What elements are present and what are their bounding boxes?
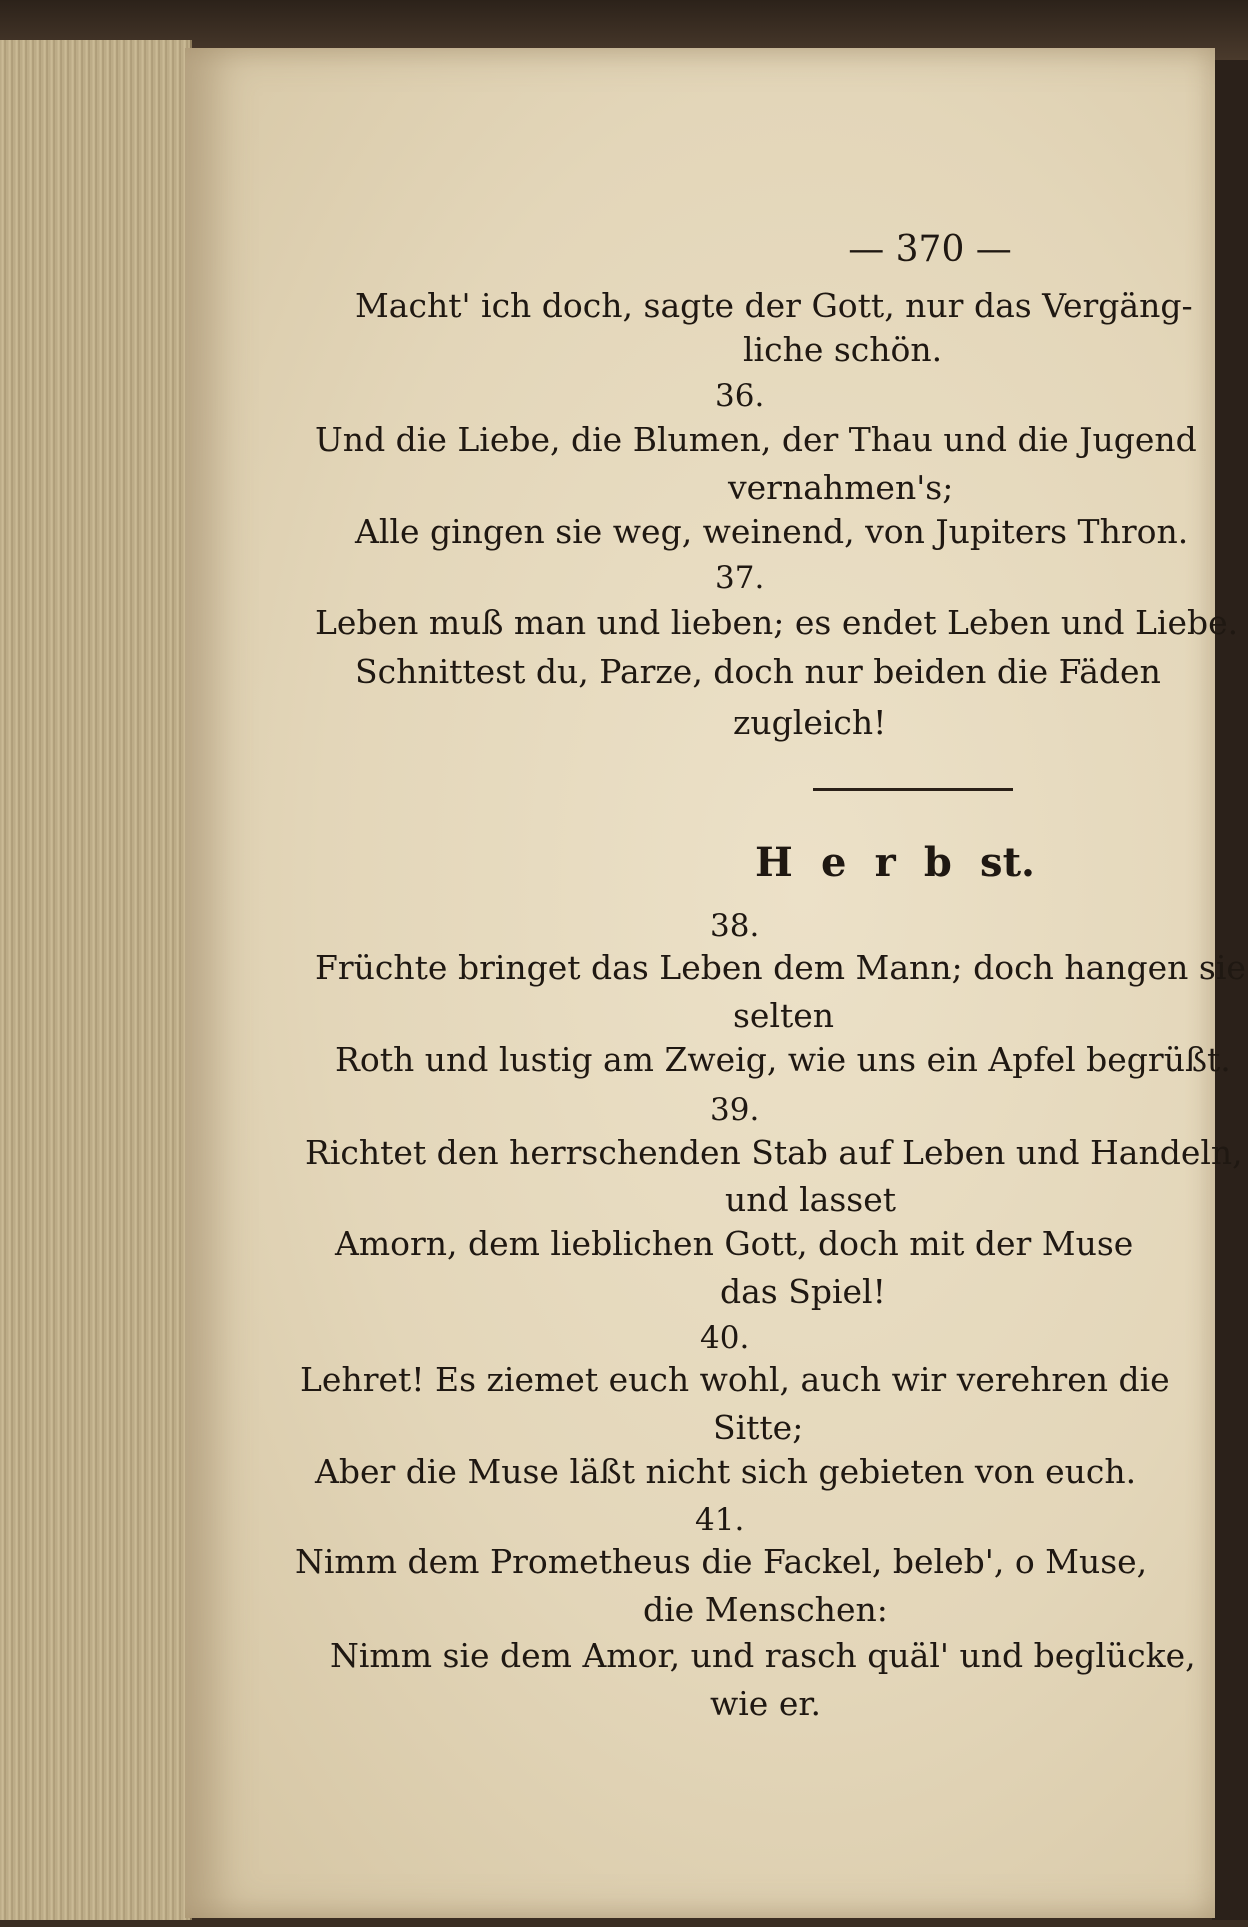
section-title-letter: b <box>923 839 952 886</box>
verse-line: das Spiel! <box>720 1272 886 1311</box>
verse-line: Macht' ich doch, sagte der Gott, nur das Vergäng- <box>355 286 1193 325</box>
verse-line: Sitte; <box>713 1408 804 1447</box>
facing-page-edge <box>1212 60 1248 1920</box>
verse-line: die Menschen: <box>643 1590 888 1629</box>
section-title-letter: e <box>820 839 847 886</box>
verse-line: Schnittest du, Parze, doch nur beiden die Fäden <box>355 652 1161 691</box>
verse-line: Und die Liebe, die Blumen, der Thau und die Jugend <box>315 420 1197 459</box>
section-title <box>755 838 1035 888</box>
verse-line: Alle gingen sie weg, weinend, von Jupiters Thron. <box>355 512 1189 551</box>
verse-line: selten <box>733 996 835 1035</box>
page-text <box>185 48 1246 1918</box>
page-block-edges <box>0 40 192 1920</box>
verse-line: Nimm sie dem Amor, und rasch quäl' und beglücke, <box>330 1636 1196 1675</box>
section-title-letter: st. <box>980 839 1035 886</box>
verse-line: Richtet den herrschenden Stab auf Leben und Handeln, <box>305 1133 1243 1172</box>
verse-line: liche schön. <box>743 330 943 369</box>
page-number-header: — 370 — <box>848 229 1012 270</box>
book-page <box>185 48 1246 1918</box>
section-divider <box>813 788 1013 791</box>
verse-line: Roth und lustig am Zweig, wie uns ein Apfel begrüßt. <box>335 1040 1231 1079</box>
verse-number: 36. <box>715 378 765 414</box>
verse-line: und lasset <box>725 1180 897 1219</box>
verse-line: vernahmen's; <box>728 468 954 507</box>
verse-line: Leben muß man und lieben; es endet Leben und Liebe. <box>315 603 1239 642</box>
verse-line: wie er. <box>710 1684 821 1723</box>
verse-line: Amorn, dem lieblichen Gott, doch mit der Muse <box>335 1224 1134 1263</box>
verse-number: 38. <box>710 908 760 944</box>
verse-line: Lehret! Es ziemet euch wohl, auch wir verehren die <box>300 1360 1170 1399</box>
verse-line: Aber die Muse läßt nicht sich gebieten von euch. <box>315 1452 1137 1491</box>
verse-number: 41. <box>695 1502 745 1538</box>
section-title-letter: r <box>874 839 896 886</box>
verse-number: 37. <box>715 560 765 596</box>
verse-line: Früchte bringet das Leben dem Mann; doch hangen sie <box>315 948 1246 987</box>
section-title-letter: H <box>755 839 793 886</box>
verse-number: 39. <box>710 1092 760 1128</box>
verse-line: Nimm dem Prometheus die Fackel, beleb', o Muse, <box>295 1542 1148 1581</box>
verse-line: zugleich! <box>733 703 887 742</box>
verse-number: 40. <box>700 1320 750 1356</box>
